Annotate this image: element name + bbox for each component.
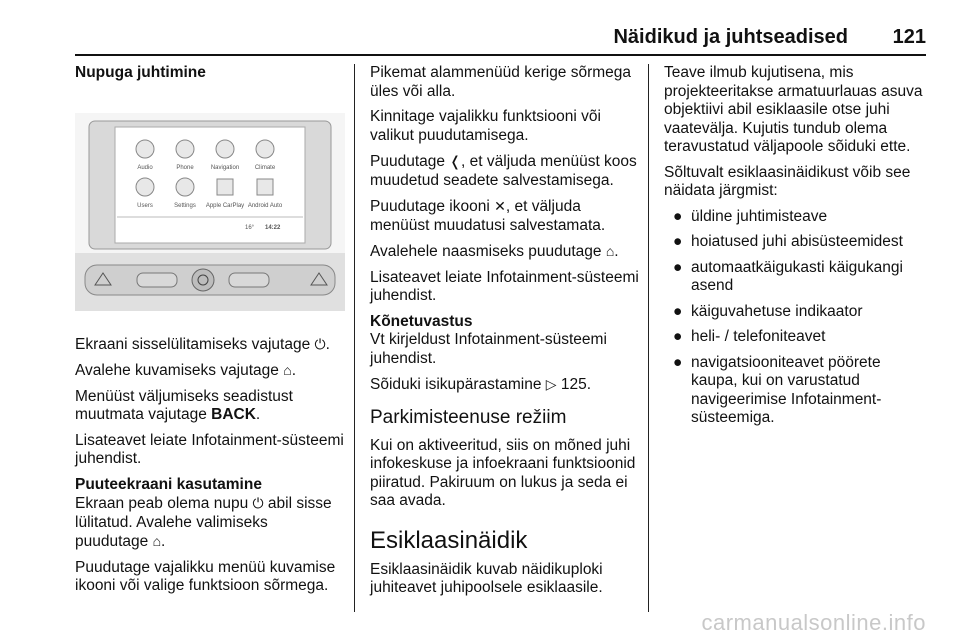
paragraph-touch-menu: Puudutage vajalikku menüü kuvamise ikooni või valige funktsioon sõrmega.	[75, 558, 336, 594]
paragraph-voice: Vt kirjeldust Infotainment-süsteemi juhendist.	[370, 331, 607, 367]
paragraph-home-display: Avalehe kuvamiseks vajutage ⌂.	[75, 362, 297, 379]
status-temp: 16°	[245, 224, 255, 231]
subheading-voice-recognition: Kõnetuvastus	[370, 312, 473, 330]
back-keyword: BACK	[211, 406, 256, 423]
paragraph-personalization: Sõiduki isikupärastamine ▷ 125.	[370, 376, 592, 393]
section-heading-knob-control: Nupuga juhtimine	[75, 64, 206, 81]
column-2	[370, 64, 640, 605]
column-3	[664, 64, 926, 435]
list-item: ● heli- / telefoniteavet	[673, 328, 826, 345]
paragraph-scroll: Pikemat alammenüüd kerige sõrmega üles või alla.	[370, 64, 632, 100]
power-icon: ⏻	[252, 495, 264, 511]
page-number: 121	[892, 26, 926, 48]
list-item: ● automaatkäigukasti käigukangi asend	[673, 258, 903, 294]
home-icon: ⌂	[605, 243, 615, 259]
paragraph-screen-on: Ekraani sisselülitamiseks vajutage ⏻.	[75, 335, 330, 353]
heading-head-up-display: Esiklaasinäidik	[370, 526, 528, 554]
home-icon: ⌂	[152, 533, 162, 549]
home-icon: ⌂	[283, 362, 292, 378]
hud-info-list	[664, 208, 926, 428]
watermark: carmanualsonline.info	[701, 610, 926, 635]
column-divider-2	[648, 64, 649, 612]
paragraph-touchscreen: Ekraan peab olema nupu ⏻ abil sisse lülitatud. Avalehe valimiseks puudutage ⌂.	[75, 495, 332, 550]
header-rule	[75, 54, 926, 56]
bullet-icon: ●	[673, 302, 683, 320]
close-icon: ✕	[494, 198, 506, 214]
paragraph-more-info-1: Lisateavet leiate Infotainment-süsteemi juhendist.	[75, 431, 344, 467]
app-label-6: Settings	[174, 202, 196, 209]
list-item: ● üldine juhtimisteave	[673, 207, 828, 225]
paragraph-hud-projection: Teave ilmub kujutisena, mis projekteeritakse armatuurlauas asuva objektiivi abil esiklaasile otse juhi vaatevälja. Kujutis tundub olema teravustatud väljapoole sõiduki ette.	[664, 64, 923, 155]
paragraph-return-home: Avalehele naasmiseks puudutage ⌂.	[370, 243, 619, 260]
heading-valet-mode: Parkimisteenuse režiim	[370, 406, 567, 428]
app-label-8: Android Auto	[247, 202, 283, 209]
paragraph-hud-shows: Sõltuvalt esiklaasinäidikust võib see näidata järgmist:	[664, 163, 911, 199]
infotainment-figure	[75, 113, 345, 311]
bullet-icon: ●	[673, 233, 683, 250]
paragraph-hud: Esiklaasinäidik kuvab näidikuploki juhiteavet juhipoolsele esiklaasile.	[370, 560, 603, 596]
paragraph-more-info-2: Lisateavet leiate Infotainment-süsteemi juhendist.	[370, 268, 639, 304]
list-item: ● käiguvahetuse indikaator	[673, 302, 863, 320]
paragraph-valet: Kui on aktiveeritud, siis on mõned juhi infokeskuse ja infoekraani funktsioonid piiratud. Pakiruum on lukus ja seda ei saa avada.	[370, 436, 636, 509]
list-item: ● navigatsiooniteavet pöörete kaupa, kui on varustatud navigeerimise Infotainment-süsteemiga.	[673, 353, 882, 426]
column-1	[75, 64, 345, 603]
bullet-icon: ●	[673, 207, 683, 225]
app-label-7: Apple CarPlay	[205, 202, 245, 209]
page-header-title: Näidikud ja juhtseadised	[613, 26, 848, 48]
column-divider-1	[354, 64, 355, 612]
paragraph-save-exit: Puudutage ❬, et väljuda menüüst koos muudetud seadete salvestamisega.	[370, 153, 637, 189]
app-label-5: Users	[137, 202, 153, 209]
list-item: ● hoiatused juhi abisüsteemidest	[673, 233, 903, 250]
app-label-3: Navigation	[210, 164, 240, 171]
paragraph-exit-no-save: Puudutage ikooni ✕, et väljuda menüüst muudatusi salvestamata.	[370, 198, 606, 234]
app-label-2: Phone	[176, 164, 194, 171]
app-label-4: Climate	[254, 164, 276, 171]
bullet-icon: ●	[673, 258, 683, 276]
subheading-touchscreen: Puuteekraani kasutamine	[75, 475, 262, 493]
page-reference-icon: ▷	[545, 376, 557, 392]
infotainment-illustration	[75, 113, 345, 311]
app-label-1: Audio	[137, 164, 153, 171]
paragraph-confirm: Kinnitage vajalikku funktsiooni või valikut puudutamisega.	[370, 108, 601, 144]
paragraph-back: Menüüst väljumiseks seadistust muutmata vajutage BACK.	[75, 387, 293, 423]
bullet-icon: ●	[673, 353, 683, 371]
power-icon: ⏻	[314, 335, 326, 352]
bullet-icon: ●	[673, 328, 683, 345]
status-time: 14:22	[265, 224, 281, 231]
back-chevron-icon: ❬	[449, 153, 462, 169]
